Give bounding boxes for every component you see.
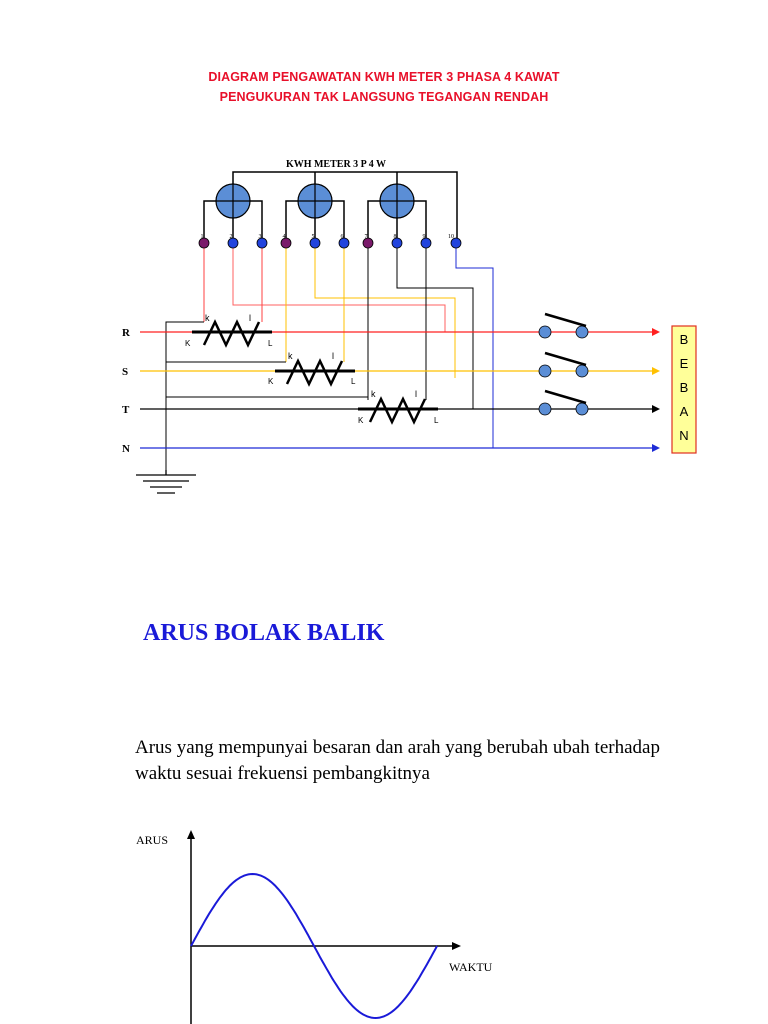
label-n: N xyxy=(122,443,130,455)
ground-icon xyxy=(136,470,196,493)
section-heading: ARUS BOLAK BALIK xyxy=(143,620,385,646)
meter-element-1 xyxy=(216,184,250,218)
terminal-number: 2 xyxy=(229,234,233,240)
waveform-ylabel: ARUS xyxy=(136,833,169,847)
ct-t-k: k xyxy=(371,389,376,399)
load-letter: N xyxy=(679,428,689,443)
meter-wiring xyxy=(166,243,493,470)
terminal-numbers xyxy=(201,234,455,240)
load-letter: B xyxy=(679,332,689,347)
ct-r-l: l xyxy=(249,313,251,323)
x-axis-arrow-icon xyxy=(452,942,461,950)
terminal-number: 1 xyxy=(200,234,204,240)
section-description: Arus yang mempunyai besaran dan arah yang berubah ubah terhadap waktu sesuai frekuensi pembangkitnya xyxy=(135,737,660,784)
kwh-meter-label: KWH METER 3 P 4 W xyxy=(285,159,387,170)
terminal-number: 6 xyxy=(340,234,344,240)
arrow-s xyxy=(652,367,660,375)
ct-t-L: L xyxy=(434,416,439,425)
ct-r xyxy=(185,313,273,348)
terminal-number: 7 xyxy=(364,234,368,240)
switch-s xyxy=(539,353,588,377)
load-letter: E xyxy=(679,356,689,371)
meter-element-2 xyxy=(298,184,332,218)
ct-t xyxy=(358,389,439,425)
ct-r-K: K xyxy=(185,339,191,348)
ct-s-k: k xyxy=(288,351,293,361)
ct-r-L: L xyxy=(268,339,273,348)
switch-r xyxy=(539,314,588,338)
terminal-number: 3 xyxy=(258,234,262,240)
terminal-number: 4 xyxy=(282,234,286,240)
line-arrows xyxy=(652,328,660,452)
ct-t-K: K xyxy=(358,416,364,425)
terminal-number: 8 xyxy=(393,234,397,240)
label-t: T xyxy=(122,404,130,416)
load-letter: A xyxy=(679,404,689,419)
meter-element-3 xyxy=(380,184,414,218)
arrow-n xyxy=(652,444,660,452)
label-s: S xyxy=(122,366,129,378)
ct-s-l: l xyxy=(332,351,334,361)
terminal-number: 9 xyxy=(422,234,426,240)
ct-s-L: L xyxy=(351,377,356,386)
waveform-xlabel: WAKTU xyxy=(449,960,493,974)
arrow-r xyxy=(652,328,660,336)
diagram-title-line2: PENGUKURAN TAK LANGSUNG TEGANGAN RENDAH xyxy=(219,90,549,104)
ct-r-k: k xyxy=(205,313,210,323)
ac-waveform xyxy=(0,820,768,1024)
diagram-title-line1: DIAGRAM PENGAWATAN KWH METER 3 PHASA 4 KAWAT xyxy=(208,70,560,84)
terminal-number: 10 xyxy=(448,234,454,240)
terminal-number: 5 xyxy=(311,234,315,240)
load-letter: B xyxy=(679,380,689,395)
ct-s xyxy=(268,351,356,386)
ct-t-l: l xyxy=(415,389,417,399)
load-box xyxy=(672,326,696,453)
y-axis-arrow-icon xyxy=(187,830,195,839)
label-r: R xyxy=(122,327,130,339)
ct-s-K: K xyxy=(268,377,274,386)
arrow-t xyxy=(652,405,660,413)
switch-t xyxy=(539,391,588,415)
